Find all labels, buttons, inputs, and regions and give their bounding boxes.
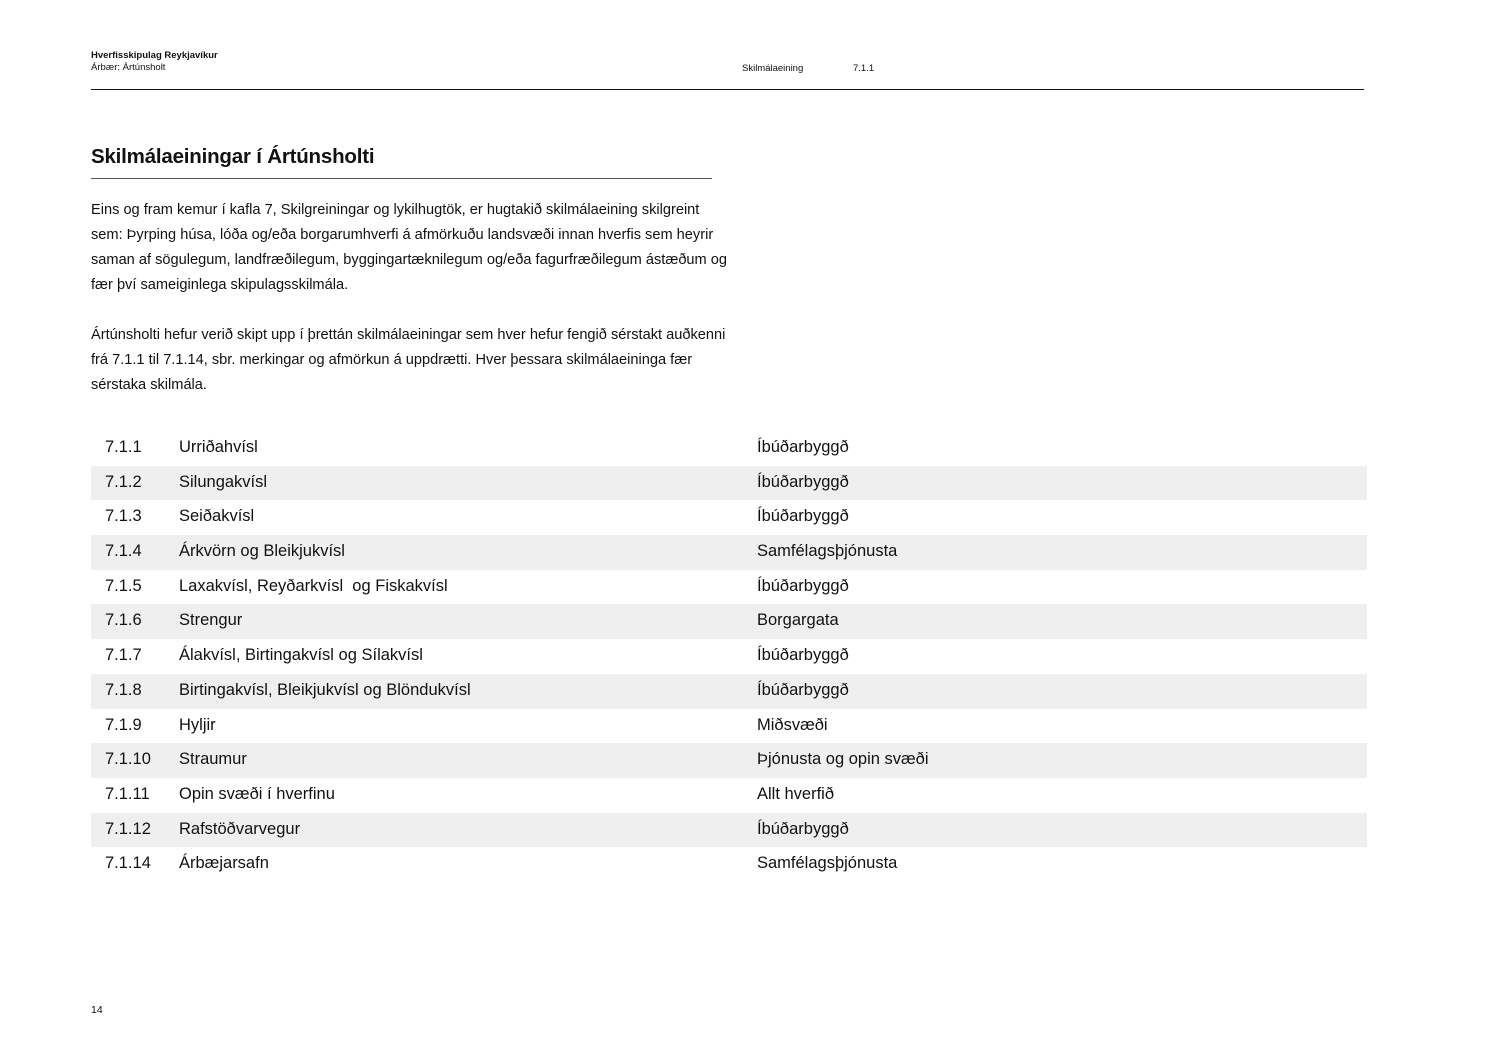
table-row bbox=[91, 500, 1367, 535]
table-row bbox=[91, 604, 1367, 639]
unit-name: Birtingakvísl, Bleikjukvísl og Blöndukvísl bbox=[179, 680, 471, 699]
header-divider bbox=[91, 89, 1364, 90]
unit-name: Silungakvísl bbox=[179, 472, 268, 491]
unit-id: 7.1.7 bbox=[105, 646, 142, 665]
table-row bbox=[91, 535, 1367, 570]
unit-name: Seiðakvísl bbox=[179, 507, 255, 526]
unit-name: Rafstöðvarvegur bbox=[179, 819, 301, 838]
publication-title: Hverfisskipulag Reykjavíkur bbox=[91, 50, 218, 61]
unit-type: Allt hverfið bbox=[757, 784, 835, 803]
table-row bbox=[91, 743, 1367, 778]
unit-type: Samfélagsþjónusta bbox=[757, 854, 898, 873]
page-title: Skilmálaeiningar í Ártúnsholti bbox=[91, 145, 375, 168]
unit-type: Íbúðarbyggð bbox=[757, 646, 849, 665]
unit-name: Hyljir bbox=[179, 715, 216, 734]
unit-type: Íbúðarbyggð bbox=[757, 680, 849, 699]
unit-id: 7.1.3 bbox=[105, 507, 142, 526]
unit-type: Samfélagsþjónusta bbox=[757, 542, 898, 561]
unit-id: 7.1.5 bbox=[105, 576, 142, 595]
section-number: 7.1.1 bbox=[853, 63, 875, 74]
section-label: Skilmálaeining bbox=[742, 63, 804, 74]
intro-paragraph: Eins og fram kemur í kafla 7, Skilgreiningar og lykilhugtök, er hugtakið skilmálaeining skilgreint sem: Þyrping húsa, lóða og/eða borgarumhverfi á afmörkuðu landsvæði innan hverfis sem heyrir saman af sögulegum, landfræðilegum, byggingartæknilegum og/eða fagurfræðilegum ástæðum og fær því sameiginlega skipulagsskilmála. bbox=[91, 202, 727, 293]
unit-type: Borgargata bbox=[757, 611, 839, 630]
unit-id: 7.1.2 bbox=[105, 472, 142, 491]
unit-type: Þjónusta og opin svæði bbox=[757, 750, 929, 769]
unit-name: Strengur bbox=[179, 611, 243, 630]
unit-id: 7.1.14 bbox=[105, 854, 151, 873]
unit-id: 7.1.9 bbox=[105, 715, 142, 734]
unit-name: Opin svæði í hverfinu bbox=[179, 784, 335, 803]
unit-name: Árbæjarsafn bbox=[179, 854, 269, 873]
table-row bbox=[91, 431, 1367, 466]
table-row bbox=[91, 709, 1367, 744]
unit-id: 7.1.11 bbox=[105, 784, 150, 803]
table-row bbox=[91, 466, 1367, 501]
unit-type: Íbúðarbyggð bbox=[757, 507, 849, 526]
table-row bbox=[91, 847, 1367, 882]
unit-id: 7.1.10 bbox=[105, 750, 151, 769]
unit-type: Íbúðarbyggð bbox=[757, 472, 849, 491]
unit-id: 7.1.6 bbox=[105, 611, 142, 630]
units-table bbox=[91, 431, 1367, 882]
unit-id: 7.1.1 bbox=[105, 438, 142, 456]
table-row bbox=[91, 570, 1367, 605]
unit-name: Straumur bbox=[179, 750, 247, 769]
unit-name: Árkvörn og Bleikjukvísl bbox=[179, 542, 345, 561]
unit-type: Íbúðarbyggð bbox=[757, 576, 849, 595]
unit-name: Urriðahvísl bbox=[179, 438, 258, 456]
unit-name: Laxakvísl, Reyðarkvísl og Fiskakvísl bbox=[179, 576, 448, 595]
unit-id: 7.1.8 bbox=[105, 680, 142, 699]
unit-type: Miðsvæði bbox=[757, 715, 828, 734]
district-name: Árbær: Ártúnsholt bbox=[91, 62, 166, 73]
table-row bbox=[91, 778, 1367, 813]
table-row bbox=[91, 674, 1367, 709]
unit-type: Íbúðarbyggð bbox=[757, 819, 849, 838]
running-header bbox=[91, 50, 218, 74]
unit-type: Íbúðarbyggð bbox=[757, 438, 849, 456]
unit-id: 7.1.4 bbox=[105, 542, 142, 561]
table-row bbox=[91, 639, 1367, 674]
unit-id: 7.1.12 bbox=[105, 819, 151, 838]
table-row bbox=[91, 813, 1367, 848]
page-number: 14 bbox=[91, 1004, 103, 1016]
units-paragraph: Ártúnsholti hefur verið skipt upp í þrettán skilmálaeiningar sem hver hefur fengið sérstakt auðkenni frá 7.1.1 til 7.1.14, sbr. merkingar og afmörkun á uppdrætti. Hver þessara skilmálaeininga fær sérstaka skilmála. bbox=[91, 327, 726, 393]
title-divider bbox=[91, 178, 712, 179]
unit-name: Álakvísl, Birtingakvísl og Sílakvísl bbox=[179, 646, 423, 665]
